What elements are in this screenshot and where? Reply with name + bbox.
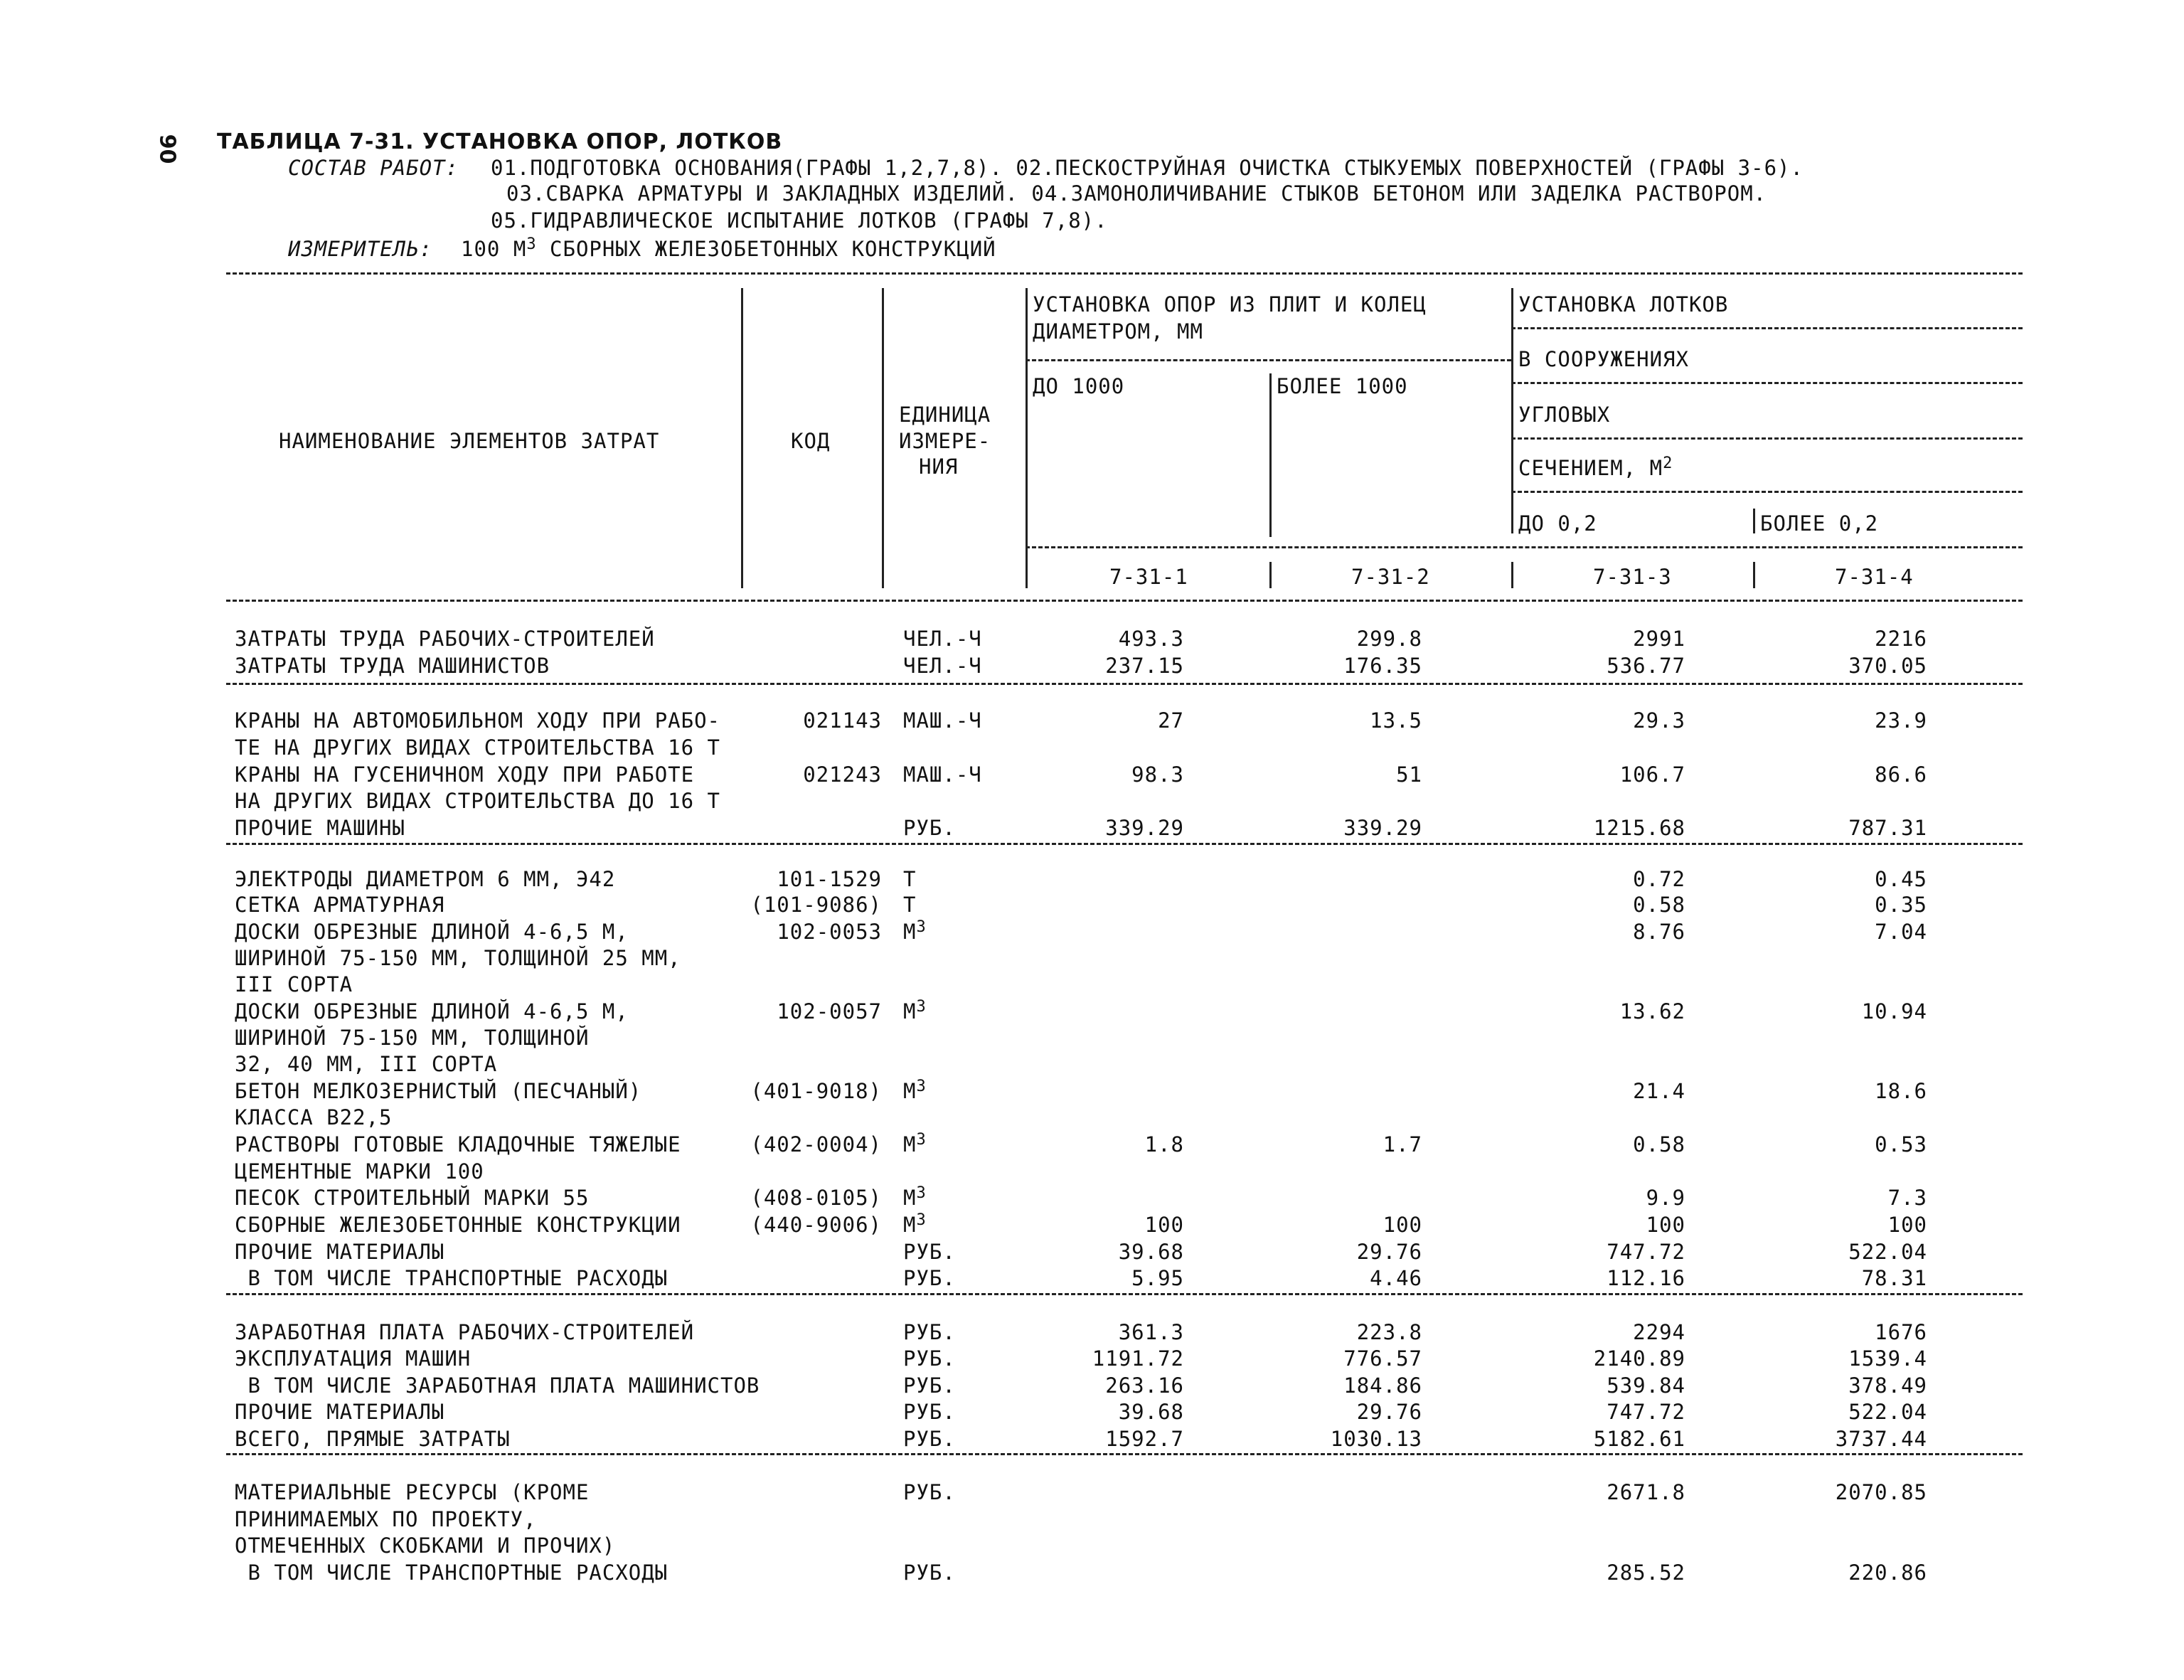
row-value: 0.72 (1633, 867, 1685, 891)
row-value: 2294 (1633, 1320, 1685, 1344)
work-line-2: 03.СВАРКА АРМАТУРЫ И ЗАКЛАДНЫХ ИЗДЕЛИЙ. 04.ЗАМОНОЛИЧИВАНИЕ СТЫКОВ БЕТОНОМ ИЛИ ЗАДЕЛКА РАСТВОРОМ. (506, 181, 1767, 206)
row-value: 2991 (1633, 627, 1685, 651)
row-name: ДОСКИ ОБРЕЗНЫЕ ДЛИНОЙ 4-6,5 М, (235, 999, 629, 1024)
header-code-col: КОД (791, 429, 831, 453)
row-value: 223.8 (1356, 1320, 1422, 1344)
header-vline-5 (1511, 288, 1513, 533)
section-rule-3 (226, 843, 2023, 845)
header-group2-line1: УСТАНОВКА ЛОТКОВ (1518, 292, 1729, 317)
row-unit: РУБ. (903, 1266, 956, 1290)
row-value: 1.7 (1383, 1132, 1422, 1157)
row-name: ШИРИНОЙ 75-150 ММ, ТОЛЩИНОЙ 25 ММ, (235, 946, 681, 970)
header-vline-4b (1269, 562, 1272, 588)
row-value: 361.3 (1118, 1320, 1184, 1344)
header-rule-g2-4 (1511, 491, 2023, 493)
header-vline-1 (741, 288, 743, 588)
row-name: ЦЕМЕНТНЫЕ МАРКИ 100 (235, 1159, 484, 1184)
row-name: ТЕ НА ДРУГИХ ВИДАХ СТРОИТЕЛЬСТВА 16 Т (235, 735, 721, 760)
row-unit: РУБ. (903, 1320, 956, 1344)
row-value: 112.16 (1607, 1266, 1685, 1290)
header-code-3: 7-31-3 (1593, 565, 1672, 589)
row-value: 787.31 (1848, 816, 1927, 840)
row-name: ПРИНИМАЕМЫХ ПО ПРОЕКТУ, (235, 1507, 537, 1531)
row-value: 539.84 (1607, 1373, 1685, 1398)
row-unit: $М^3$ (903, 1211, 927, 1237)
row-code: (440-9006) (750, 1213, 882, 1237)
measure-label: ИЗМЕРИТЕЛЬ: (288, 237, 433, 261)
row-value: 98.3 (1131, 762, 1184, 787)
header-rule-g2-2 (1511, 382, 2023, 384)
row-value: 5.95 (1131, 1266, 1184, 1290)
row-value: 100 (1144, 1213, 1184, 1237)
row-unit: РУБ. (903, 1346, 956, 1371)
row-value: 299.8 (1356, 627, 1422, 651)
work-label: СОСТАВ РАБОТ: (288, 156, 459, 180)
row-value: 1215.68 (1593, 816, 1685, 840)
row-name: НА ДРУГИХ ВИДАХ СТРОИТЕЛЬСТВА ДО 16 Т (235, 789, 721, 813)
row-name: СБОРНЫЕ ЖЕЛЕЗОБЕТОННЫЕ КОНСТРУКЦИИ (235, 1213, 681, 1237)
header-rule-group1 (1026, 359, 1511, 361)
row-code: 021243 (803, 762, 882, 787)
row-value: 2140.89 (1593, 1346, 1685, 1371)
row-value: 23.9 (1875, 708, 1927, 733)
row-value: 100 (1646, 1213, 1685, 1237)
header-vline-4 (1269, 373, 1272, 537)
header-group1-line1: УСТАНОВКА ОПОР ИЗ ПЛИТ И КОЛЕЦ (1033, 292, 1427, 317)
row-unit: РУБ. (903, 1373, 956, 1398)
header-vline-2 (882, 288, 884, 588)
row-name: 32, 40 ММ, III СОРТА (235, 1052, 498, 1076)
row-value: 263.16 (1105, 1373, 1184, 1398)
header-vline-3 (1026, 288, 1028, 588)
row-value: 2070.85 (1835, 1480, 1927, 1504)
row-value: 100 (1887, 1213, 1927, 1237)
row-unit: ЧЕЛ.-Ч (903, 654, 982, 678)
row-unit: ЧЕЛ.-Ч (903, 627, 982, 651)
row-unit: РУБ. (903, 1480, 956, 1504)
row-name: ПРОЧИЕ МАШИНЫ (235, 816, 405, 840)
header-group2-line4: СЕЧЕНИЕМ, $М^2$ (1518, 454, 1673, 480)
row-value: 1592.7 (1105, 1427, 1184, 1451)
row-code: 101-1529 (777, 867, 882, 891)
row-value: 4.46 (1370, 1266, 1422, 1290)
row-value: 10.94 (1861, 999, 1927, 1024)
row-value: 39.68 (1118, 1240, 1184, 1264)
row-value: 747.72 (1607, 1400, 1685, 1424)
row-name: В ТОМ ЧИСЛЕ ЗАРАБОТНАЯ ПЛАТА МАШИНИСТОВ (235, 1373, 760, 1398)
header-unit-col-1: ЕДИНИЦА (899, 403, 991, 427)
row-unit: МАШ.-Ч (903, 762, 982, 787)
row-unit: $М^3$ (903, 918, 927, 944)
row-value: 27 (1158, 708, 1184, 733)
row-value: 106.7 (1619, 762, 1685, 787)
row-name: ПЕСОК СТРОИТЕЛЬНЫЙ МАРКИ 55 (235, 1186, 590, 1210)
header-sub-2: БОЛЕЕ 1000 (1277, 374, 1408, 398)
header-top-rule (226, 272, 2023, 275)
row-value: 100 (1383, 1213, 1422, 1237)
header-code-2: 7-31-2 (1351, 565, 1430, 589)
row-name: ЗАТРАТЫ ТРУДА РАБОЧИХ-СТРОИТЕЛЕЙ (235, 627, 655, 651)
row-value: 536.77 (1607, 654, 1685, 678)
row-unit: Т (903, 893, 917, 917)
row-name: КРАНЫ НА АВТОМОБИЛЬНОМ ХОДУ ПРИ РАБО- (235, 708, 721, 733)
row-value: 339.29 (1343, 816, 1422, 840)
row-name: РАСТВОРЫ ГОТОВЫЕ КЛАДОЧНЫЕ ТЯЖЕЛЫЕ (235, 1132, 681, 1157)
row-value: 0.58 (1633, 1132, 1685, 1157)
row-value: 21.4 (1633, 1079, 1685, 1103)
row-name: В ТОМ ЧИСЛЕ ТРАНСПОРТНЫЕ РАСХОДЫ (235, 1266, 668, 1290)
row-name: ЭКСПЛУАТАЦИЯ МАШИН (235, 1346, 472, 1371)
measure-value: 100 $М^3$ СБОРНЫХ ЖЕЛЕЗОБЕТОННЫХ КОНСТРУКЦИЙ (461, 235, 996, 261)
header-group1-line2: ДИАМЕТРОМ, ММ (1033, 319, 1203, 344)
row-value: 7.04 (1875, 920, 1927, 944)
row-value: 1539.4 (1848, 1346, 1927, 1371)
row-value: 39.68 (1118, 1400, 1184, 1424)
row-value: 522.04 (1848, 1400, 1927, 1424)
row-value: 18.6 (1875, 1079, 1927, 1103)
header-vline-6b (1753, 562, 1755, 588)
row-value: 522.04 (1848, 1240, 1927, 1264)
row-value: 5182.61 (1593, 1427, 1685, 1451)
row-value: 370.05 (1848, 654, 1927, 678)
row-name: КРАНЫ НА ГУСЕНИЧНОМ ХОДУ ПРИ РАБОТЕ (235, 762, 695, 787)
page-number: 90 (154, 134, 180, 164)
row-unit: РУБ. (903, 1561, 956, 1585)
row-name: МАТЕРИАЛЬНЫЕ РЕСУРСЫ (КРОМЕ (235, 1480, 590, 1504)
row-value: 51 (1396, 762, 1422, 787)
row-value: 2216 (1875, 627, 1927, 651)
work-line-1: 01.ПОДГОТОВКА ОСНОВАНИЯ(ГРАФЫ 1,2,7,8). 02.ПЕСКОСТРУЙНАЯ ОЧИСТКА СТЫКУЕМЫХ ПОВЕРХНОСТЕЙ (ГРАФЫ 3-6). (491, 156, 1804, 180)
row-value: 0.58 (1633, 893, 1685, 917)
row-value: 0.53 (1875, 1132, 1927, 1157)
row-unit: Т (903, 867, 917, 891)
row-value: 7.3 (1887, 1186, 1927, 1210)
header-code-1: 7-31-1 (1109, 565, 1188, 589)
row-name: ШИРИНОЙ 75-150 ММ, ТОЛЩИНОЙ (235, 1026, 590, 1050)
row-value: 184.86 (1343, 1373, 1422, 1398)
row-unit: МАШ.-Ч (903, 708, 982, 733)
section-rule-2 (226, 683, 2023, 685)
header-code-4: 7-31-4 (1835, 565, 1914, 589)
row-name: ВСЕГО, ПРЯМЫЕ ЗАТРАТЫ (235, 1427, 511, 1451)
header-vline-5b (1511, 562, 1513, 588)
row-code: 102-0057 (777, 999, 882, 1024)
header-sub-4: БОЛЕЕ 0,2 (1760, 511, 1879, 536)
row-code: (101-9086) (750, 893, 882, 917)
row-value: 339.29 (1105, 816, 1184, 840)
row-value: 86.6 (1875, 762, 1927, 787)
header-vline-6 (1753, 509, 1755, 533)
row-value: 1191.72 (1092, 1346, 1184, 1371)
row-value: 29.76 (1356, 1400, 1422, 1424)
row-value: 3737.44 (1835, 1427, 1927, 1451)
row-name: ЗАРАБОТНАЯ ПЛАТА РАБОЧИХ-СТРОИТЕЛЕЙ (235, 1320, 695, 1344)
row-value: 493.3 (1118, 627, 1184, 651)
section-rule-5 (226, 1453, 2023, 1455)
section-rule-1 (226, 600, 2023, 602)
header-group2-line3: УГЛОВЫХ (1518, 403, 1611, 427)
row-name: ЗАТРАТЫ ТРУДА МАШИНИСТОВ (235, 654, 550, 678)
row-value: 29.76 (1356, 1240, 1422, 1264)
section-rule-4 (226, 1293, 2023, 1295)
header-rule-codes (1026, 546, 2023, 548)
row-name: ПРОЧИЕ МАТЕРИАЛЫ (235, 1240, 445, 1264)
row-unit: $М^3$ (903, 998, 927, 1024)
header-unit-col-2: ИЗМЕРЕ- (899, 429, 991, 453)
row-value: 0.45 (1875, 867, 1927, 891)
row-code: 021143 (803, 708, 882, 733)
row-value: 8.76 (1633, 920, 1685, 944)
row-value: 13.62 (1619, 999, 1685, 1024)
header-name-col: НАИМЕНОВАНИЕ ЭЛЕМЕНТОВ ЗАТРАТ (279, 429, 660, 453)
row-value: 2671.8 (1607, 1480, 1685, 1504)
row-code: (402-0004) (750, 1132, 882, 1157)
row-unit: $М^3$ (903, 1184, 927, 1210)
header-group2-line2: В СООРУЖЕНИЯХ (1518, 347, 1689, 371)
row-name: КЛАССА В22,5 (235, 1105, 393, 1129)
row-name: ЭЛЕКТРОДЫ ДИАМЕТРОМ 6 ММ, Э42 (235, 867, 616, 891)
row-value: 176.35 (1343, 654, 1422, 678)
row-value: 237.15 (1105, 654, 1184, 678)
row-name: СЕТКА АРМАТУРНАЯ (235, 893, 445, 917)
row-unit: РУБ. (903, 1400, 956, 1424)
row-value: 1.8 (1144, 1132, 1184, 1157)
header-sub-3: ДО 0,2 (1518, 511, 1597, 536)
row-value: 0.35 (1875, 893, 1927, 917)
row-code: 102-0053 (777, 920, 882, 944)
row-value: 1676 (1875, 1320, 1927, 1344)
row-value: 776.57 (1343, 1346, 1422, 1371)
row-value: 1030.13 (1330, 1427, 1422, 1451)
header-sub-1: ДО 1000 (1033, 374, 1125, 398)
row-name: III СОРТА (235, 972, 353, 996)
row-unit: РУБ. (903, 816, 956, 840)
row-value: 29.3 (1633, 708, 1685, 733)
row-code: (408-0105) (750, 1186, 882, 1210)
row-code: (401-9018) (750, 1079, 882, 1103)
work-line-3: 05.ГИДРАВЛИЧЕСКОЕ ИСПЫТАНИЕ ЛОТКОВ (ГРАФЫ 7,8). (491, 208, 1108, 233)
header-rule-g2-3 (1511, 437, 2023, 440)
row-name: ПРОЧИЕ МАТЕРИАЛЫ (235, 1400, 445, 1424)
row-value: 747.72 (1607, 1240, 1685, 1264)
row-name: В ТОМ ЧИСЛЕ ТРАНСПОРТНЫЕ РАСХОДЫ (235, 1561, 668, 1585)
row-unit: РУБ. (903, 1427, 956, 1451)
row-value: 13.5 (1370, 708, 1422, 733)
row-name: БЕТОН МЕЛКОЗЕРНИСТЫЙ (ПЕСЧАНЫЙ) (235, 1079, 642, 1103)
row-value: 220.86 (1848, 1561, 1927, 1585)
row-name: ДОСКИ ОБРЕЗНЫЕ ДЛИНОЙ 4-6,5 М, (235, 920, 629, 944)
row-value: 78.31 (1861, 1266, 1927, 1290)
row-value: 378.49 (1848, 1373, 1927, 1398)
row-value: 9.9 (1646, 1186, 1685, 1210)
header-rule-g2-1 (1511, 327, 2023, 329)
row-unit: РУБ. (903, 1240, 956, 1264)
row-name: ОТМЕЧЕННЫХ СКОБКАМИ И ПРОЧИХ) (235, 1533, 616, 1558)
row-unit: $М^3$ (903, 1131, 927, 1157)
row-unit: $М^3$ (903, 1078, 927, 1103)
row-value: 285.52 (1607, 1561, 1685, 1585)
header-unit-col-3: НИЯ (919, 454, 959, 479)
table-title: ТАБЛИЦА 7-31. УСТАНОВКА ОПОР, ЛОТКОВ (217, 129, 783, 154)
